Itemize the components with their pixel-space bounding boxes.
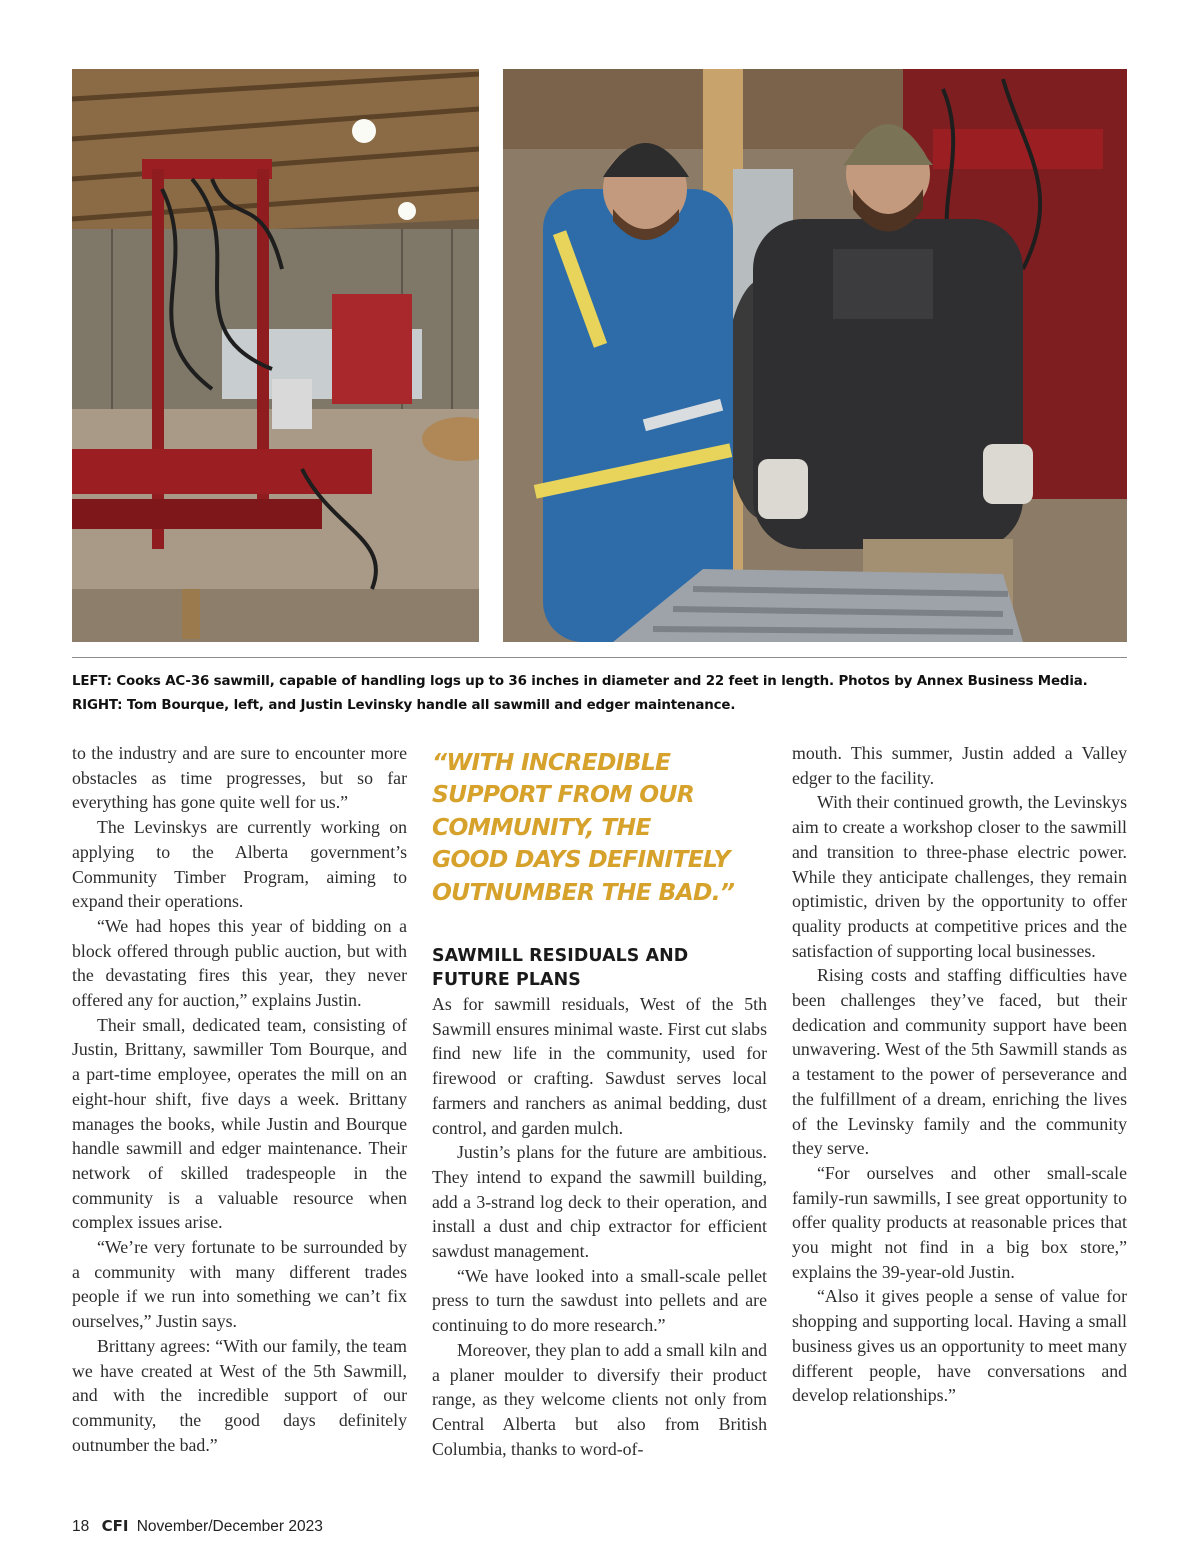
paragraph: “Also it gives people a sense of value for shopping and supporting local. Having a small business gives us an opportunity to meet many different people, have conversations and develop relationships.”	[792, 1286, 1127, 1406]
magazine-name: CFI	[101, 1517, 129, 1535]
paragraph: mouth. This summer, Justin added a Valley edger to the facility.	[792, 743, 1127, 788]
article-column-1	[72, 741, 407, 1457]
paragraph: Justin’s plans for the future are ambitious. They intend to expand the sawmill building, add a 3-strand log deck to their operation, and install a dust and chip extractor for efficient sawdust management.	[432, 1142, 767, 1262]
pull-quote-line: COMMUNITY, THE	[432, 812, 651, 841]
paragraph: As for sawmill residuals, West of the 5th Sawmill ensures minimal waste. First cut slabs find new life in the community, used for firewood or crafting. Sawdust serves local farmers and ranchers as animal bedding, dust control, and garden mulch.	[432, 994, 767, 1138]
section-heading: SAWMILL RESIDUALS AND FUTURE PLANS	[432, 946, 689, 991]
caption-divider	[72, 657, 1127, 658]
paragraph: The Levinskys are currently working on applying to the Alberta government’s Community Timber Program, aiming to expand their operations.	[72, 817, 407, 912]
paragraph: “We had hopes this year of bidding on a block offered through public auction, but with the devastating fires this year, they never offered any for auction,” explains Justin.	[72, 915, 407, 1011]
issue-date: November/December 2023	[136, 1518, 323, 1535]
paragraph: “We’re very fortunate to be surrounded by a community with many different trades people if we run into something we can’t fix ourselves,” Justin says.	[72, 1237, 407, 1332]
sawmill-photo	[72, 69, 479, 642]
photo-caption	[72, 670, 1127, 718]
caption-line-right: RIGHT: Tom Bourque, left, and Justin Levinsky handle all sawmill and edger maintenance.	[72, 698, 736, 713]
paragraph: Their small, dedicated team, consisting of Justin, Brittany, sawmiller Tom Bourque, and a part-time employee, operates the mill on an eight-hour shift, five days a week. Brittany manages the books, while Justin and Bourque handle sawmill and edger maintenance. Their network of skilled tradespeople in the community is a valuable resource when complex issues arise.	[72, 1014, 407, 1233]
paragraph: “We have looked into a small-scale pellet press to turn the sawdust into pellets and are continuing to do more research.”	[432, 1265, 767, 1336]
page-number: 18	[72, 1518, 90, 1535]
paragraph: Moreover, they plan to add a small kiln and a planer moulder to diversify their product range, as they welcome clients not only from Central Alberta but also from British Columbia, thanks to word-of-	[432, 1339, 767, 1459]
pull-quote-line: OUTNUMBER THE BAD.”	[432, 877, 735, 906]
article-column-2	[432, 741, 767, 1461]
paragraph: Brittany agrees: “With our family, the team we have created at West of the 5th Sawmill, and with the incredible support of our community, the good days definitely outnumber the bad.”	[72, 1335, 407, 1455]
pull-quote-line: GOOD DAYS DEFINITELY	[432, 845, 730, 874]
page-footer	[72, 1517, 323, 1536]
paragraph: With their continued growth, the Levinskys aim to create a workshop closer to the sawmill and transition to three-phase electric power. While they anticipate challenges, they remain optimistic, driven by the opportunity to offer quality products at competitive prices and the satisfaction of supporting local businesses.	[792, 792, 1127, 961]
caption-line-left: LEFT: Cooks AC-36 sawmill, capable of handling logs up to 36 inches in diameter and 22 feet in length. Photos by Annex Business Media.	[72, 674, 1088, 689]
paragraph: to the industry and are sure to encounter more obstacles as time progresses, but so far everything has gone quite well for us.”	[72, 743, 407, 813]
article-column-3	[792, 741, 1127, 1408]
workers-photo	[503, 69, 1127, 642]
paragraph: Rising costs and staffing difficulties have been challenges they’ve faced, but their dedication and community support have been unwavering. West of the 5th Sawmill stands as a testament to the power of perseverance and the fulfillment of a dream, enriching the lives of the Levinsky family and the community they serve.	[792, 965, 1127, 1159]
pull-quote-line: “WITH INCREDIBLE	[432, 748, 671, 776]
pull-quote	[432, 746, 767, 908]
paragraph: “For ourselves and other small-scale family-run sawmills, I see great opportunity to offer quality products at reasonable prices that you might not find in a big box store,” explains the 39-year-old Justin.	[792, 1162, 1127, 1282]
pull-quote-line: SUPPORT FROM OUR	[432, 780, 695, 809]
